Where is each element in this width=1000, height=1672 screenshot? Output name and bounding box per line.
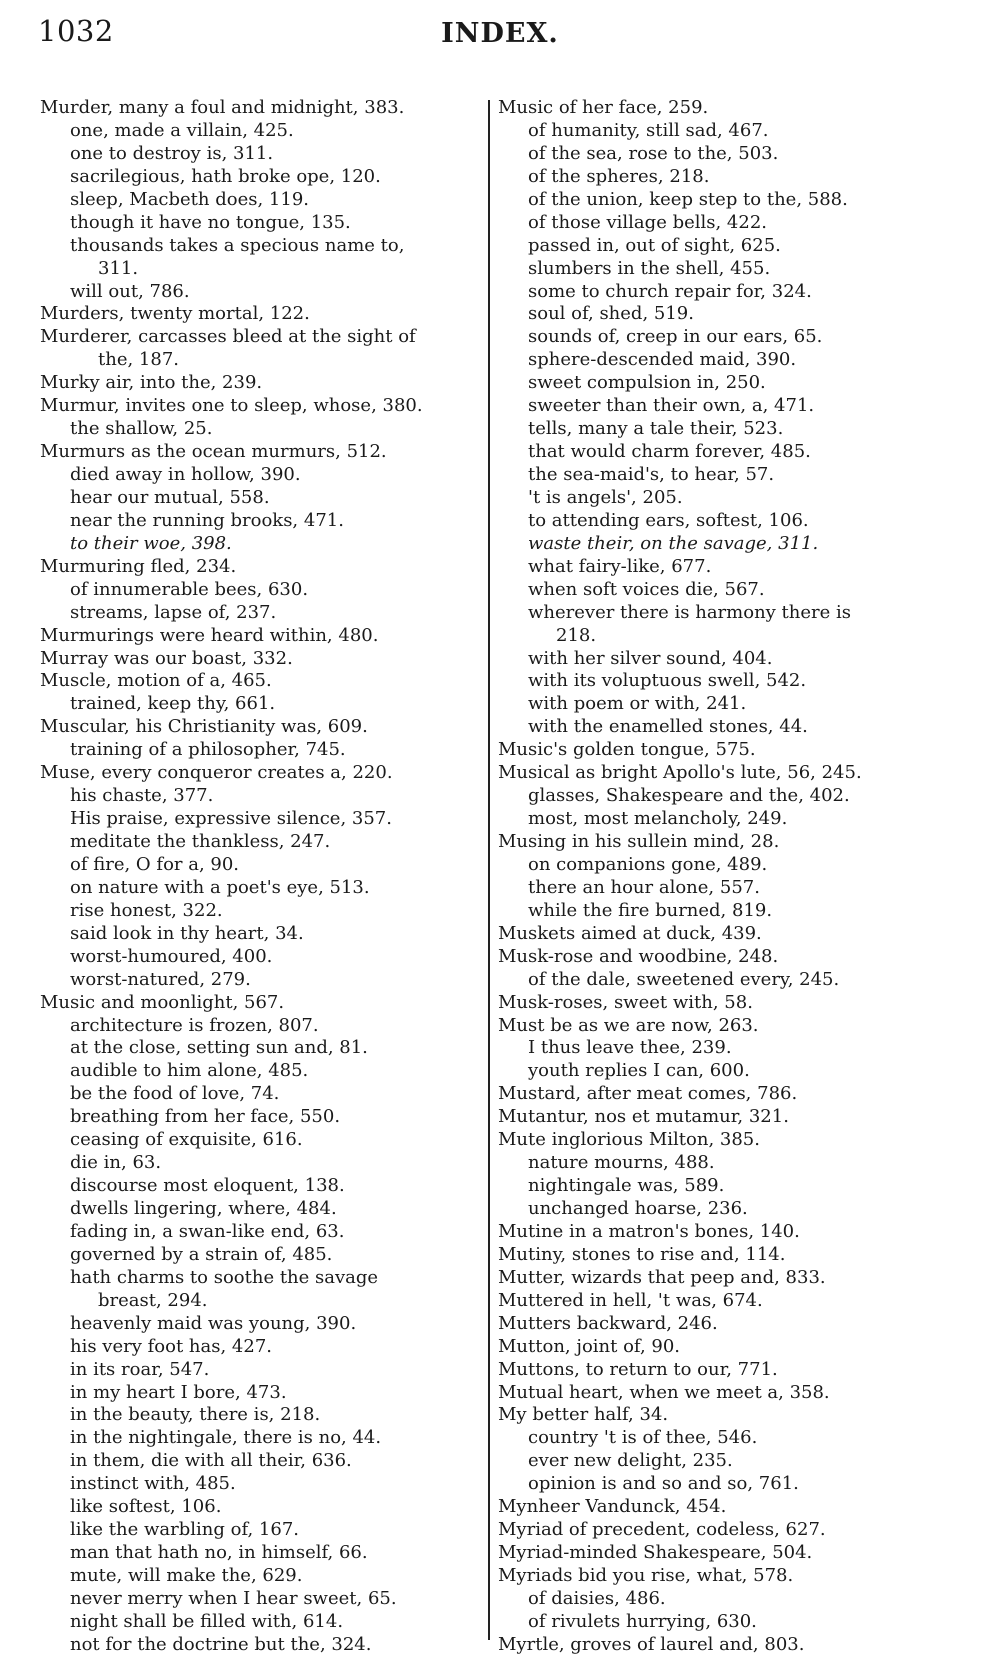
index-subentry: tells, many a tale their, 523. [528,418,784,440]
index-subentry: ceasing of exquisite, 616. [70,1129,303,1151]
index-column-right [498,97,978,1657]
index-subentry: while the fire burned, 819. [528,899,773,921]
index-subentry: I thus leave thee, 239. [528,1037,732,1059]
index-entry: Musk-rose and woodbine, 248. [498,945,779,967]
index-subentry: meditate the thankless, 247. [70,831,331,852]
index-subentry: one, made a villain, 425. [70,119,294,141]
index-subentry: his very foot has, 427. [70,1335,272,1357]
page-title: INDEX. [441,18,559,49]
index-entry: Mutiny, stones to rise and, 114. [498,1243,786,1265]
index-subentry: ever new delight, 235. [528,1450,733,1472]
index-subentry: in the nightingale, there is no, 44. [70,1427,382,1449]
index-subentry: discourse most eloquent, 138. [70,1175,345,1197]
index-subentry: the, 187. [98,349,179,371]
index-subentry: died away in hollow, 390. [70,464,301,485]
index-entry: Muse, every conqueror creates a, 220. [40,762,393,784]
index-subentry: in its roar, 547. [70,1358,210,1380]
index-entry: Murders, twenty mortal, 122. [40,303,310,325]
index-entry: Music's golden tongue, 575. [498,739,756,761]
index-subentry: dwells lingering, where, 484. [70,1198,337,1219]
index-subentry: of the union, keep step to the, 588. [528,188,848,210]
index-subentry: breathing from her face, 550. [70,1106,341,1128]
index-subentry: some to church repair for, 324. [528,280,812,302]
index-subentry: there an hour alone, 557. [528,876,760,898]
index-subentry: with poem or with, 241. [528,693,747,715]
index-entry: Murray was our boast, 332. [40,647,293,669]
index-entry: Mutantur, nos et mutamur, 321. [498,1106,789,1128]
index-subentry: with the enamelled stones, 44. [528,716,808,738]
index-subentry: instinct with, 485. [70,1473,236,1495]
index-subentry: with her silver sound, 404. [528,647,773,669]
index-entry: Music and moonlight, 567. [40,991,285,1013]
index-subentry: wherever there is harmony there is [528,601,851,623]
index-entry: Musical as bright Apollo's lute, 56, 245. [498,762,862,784]
index-entry: Muscle, motion of a, 465. [40,670,272,692]
index-subentry: like the warbling of, 167. [70,1519,299,1541]
index-subentry: fading in, a swan-like end, 63. [70,1220,345,1242]
index-subentry: of rivulets hurrying, 630. [528,1610,757,1632]
index-subentry: on nature with a poet's eye, 513. [70,876,370,898]
index-entry: Mutton, joint of, 90. [498,1335,681,1357]
index-subentry: on companions gone, 489. [528,853,768,875]
index-entry: Murder, many a foul and midnight, 383. [40,97,405,118]
index-subentry: one to destroy is, 311. [70,142,274,164]
index-entry: Myriad-minded Shakespeare, 504. [498,1542,813,1564]
index-subentry: hath charms to soothe the savage [70,1266,379,1288]
index-subentry: soul of, shed, 519. [528,303,694,325]
index-entry: Mute inglorious Milton, 385. [498,1129,760,1151]
index-subentry: nature mourns, 488. [528,1152,715,1174]
index-subentry: His praise, expressive silence, 357. [70,808,392,830]
index-subentry: what fairy-like, 677. [528,555,712,577]
index-subentry: country 't is of thee, 546. [528,1427,758,1449]
index-entry: Muscular, his Christianity was, 609. [40,716,368,738]
index-subentry: with its voluptuous swell, 542. [528,670,807,692]
index-subentry: thousands takes a specious name to, [70,234,405,256]
index-subentry: man that hath no, in himself, 66. [70,1542,368,1564]
index-entry: Mustard, after meat comes, 786. [498,1083,798,1105]
index-entry: Murmurings were heard within, 480. [40,624,379,646]
column-divider [488,100,490,1640]
index-subentry: sweeter than their own, a, 471. [528,395,815,417]
index-subentry: when soft voices die, 567. [528,578,765,600]
index-subentry: of the dale, sweetened every, 245. [528,968,840,990]
index-entry: Mutual heart, when we meet a, 358. [498,1381,830,1403]
index-subentry: said look in thy heart, 34. [70,922,304,944]
index-subentry: in my heart I bore, 473. [70,1381,287,1403]
index-subentry: will out, 786. [70,280,190,302]
index-entry: Myrtle, groves of laurel and, 803. [498,1633,805,1655]
index-subentry: of the spheres, 218. [528,165,710,187]
index-subentry: his chaste, 377. [70,785,214,807]
index-subentry: nightingale was, 589. [528,1175,725,1197]
index-subentry: not for the doctrine but the, 324. [70,1633,372,1655]
index-subentry: heavenly maid was young, 390. [70,1312,357,1334]
index-subentry: most, most melancholy, 249. [528,808,788,830]
index-subentry: never merry when I hear sweet, 65. [70,1587,397,1609]
index-subentry: of those village bells, 422. [528,211,768,233]
index-subentry: unchanged hoarse, 236. [528,1198,748,1219]
index-entry: Murmur, invites one to sleep, whose, 380. [40,395,423,417]
index-subentry: breast, 294. [98,1289,208,1311]
index-subentry: rise honest, 322. [70,899,223,921]
index-subentry: training of a philosopher, 745. [70,739,346,761]
index-entry: Mutters backward, 246. [498,1312,718,1334]
index-subentry: die in, 63. [70,1152,162,1174]
index-subentry: slumbers in the shell, 455. [528,257,771,279]
index-subentry: of humanity, still sad, 467. [528,119,769,141]
index-entry: Murderer, carcasses bleed at the sight of [40,326,416,348]
index-entry: Music of her face, 259. [498,97,709,118]
index-column-left [40,97,490,1657]
index-subentry: opinion is and so and so, 761. [528,1473,799,1495]
index-subentry: waste their, on the savage, 311. [528,532,819,554]
index-subentry: night shall be filled with, 614. [70,1610,344,1632]
index-subentry: 311. [98,257,139,279]
index-subentry: though it have no tongue, 135. [70,211,351,233]
index-subentry: trained, keep thy, 661. [70,693,276,715]
index-subentry: 218. [556,624,597,646]
index-subentry: in them, die with all their, 636. [70,1450,352,1472]
index-subentry: hear our mutual, 558. [70,486,270,508]
index-subentry: that would charm forever, 485. [528,441,811,463]
index-subentry: to their woe, 398. [70,532,232,554]
index-entry: Mutter, wizards that peep and, 833. [498,1266,826,1288]
index-subentry: at the close, setting sun and, 81. [70,1037,368,1059]
index-entry: Musk-roses, sweet with, 58. [498,991,753,1013]
index-subentry: worst-natured, 279. [70,968,251,990]
index-subentry: like softest, 106. [70,1496,222,1518]
index-entry: Mutine in a matron's bones, 140. [498,1220,800,1242]
index-entry: Myriad of precedent, codeless, 627. [498,1519,826,1541]
index-subentry: of innumerable bees, 630. [70,578,309,600]
index-entry: My better half, 34. [498,1404,669,1426]
index-entry: Must be as we are now, 263. [498,1014,759,1036]
index-subentry: governed by a strain of, 485. [70,1243,333,1265]
index-subentry: architecture is frozen, 807. [70,1014,319,1036]
index-entry: Mynheer Vandunck, 454. [498,1496,727,1518]
index-subentry: audible to him alone, 485. [70,1060,309,1082]
index-subentry: glasses, Shakespeare and the, 402. [528,785,850,807]
index-entry: Myriads bid you rise, what, 578. [498,1565,794,1586]
index-subentry: youth replies I can, 600. [528,1060,750,1082]
index-entry: Murmuring fled, 234. [40,555,237,577]
index-subentry: streams, lapse of, 237. [70,601,277,623]
index-subentry: sleep, Macbeth does, 119. [70,188,310,210]
index-subentry: worst-humoured, 400. [70,945,273,967]
index-subentry: 't is angels', 205. [528,486,683,508]
index-subentry: the shallow, 25. [70,418,213,440]
index-entry: Murky air, into the, 239. [40,372,263,394]
index-subentry: sounds of, creep in our ears, 65. [528,326,823,348]
index-subentry: sacrilegious, hath broke ope, 120. [70,165,381,187]
index-subentry: of fire, O for a, 90. [70,853,240,875]
index-entry: Musing in his sullein mind, 28. [498,831,780,852]
index-subentry: near the running brooks, 471. [70,509,344,531]
index-subentry: of the sea, rose to the, 503. [528,142,779,164]
index-entry: Muttered in hell, 't was, 674. [498,1289,763,1311]
index-subentry: of daisies, 486. [528,1587,666,1609]
page-number: 1032 [38,14,114,48]
index-subentry: be the food of love, 74. [70,1083,280,1105]
index-subentry: mute, will make the, 629. [70,1565,303,1586]
index-entry: Murmurs as the ocean murmurs, 512. [40,441,387,463]
index-entry: Muskets aimed at duck, 439. [498,922,762,944]
index-subentry: passed in, out of sight, 625. [528,234,781,256]
index-subentry: in the beauty, there is, 218. [70,1404,321,1426]
index-subentry: sphere-descended maid, 390. [528,349,797,371]
index-entry: Muttons, to return to our, 771. [498,1358,778,1380]
index-subentry: to attending ears, softest, 106. [528,509,809,531]
index-subentry: sweet compulsion in, 250. [528,372,766,394]
index-subentry: the sea-maid's, to hear, 57. [528,464,775,485]
